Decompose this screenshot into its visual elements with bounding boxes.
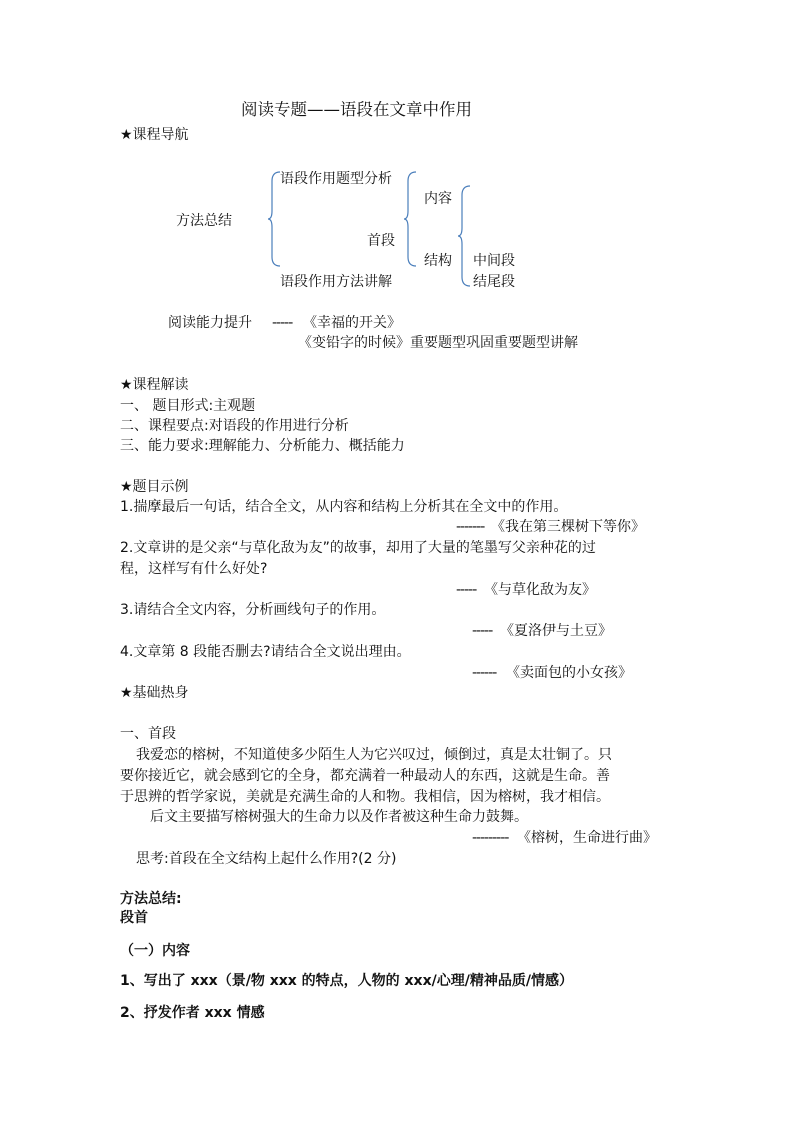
- improve-dash: -----: [272, 315, 293, 331]
- passage-line-3: 于思辨的哲学家说，美就是充满生命的人和物。我相信，因为榕树，我才相信。: [120, 789, 610, 805]
- improve-label: 阅读能力提升: [168, 315, 252, 331]
- passage-line-4: 后文主要描写榕树强大的生命力以及作者被这种生命力鼓舞。: [150, 809, 528, 825]
- nav-heading: ★课程导航: [120, 127, 189, 143]
- left-brace: [268, 171, 282, 267]
- warmup-subheading: 一、首段: [120, 726, 176, 742]
- summary-item-1: 1、写出了 xxx（景/物 xxx 的特点，人物的 xxx/心理/精神品质/情感）: [120, 973, 573, 989]
- source-4-title: 《卖面包的小女孩》: [506, 665, 632, 681]
- passage-source-dash: ---------: [472, 830, 509, 846]
- nav-first-para: 首段: [367, 233, 395, 249]
- thinking-question: 思考:首段在全文结构上起什么作用?(2 分): [136, 851, 397, 867]
- source-2-dash: -----: [456, 582, 477, 598]
- question-3: 3.请结合全文内容，分析画线句子的作用。: [120, 602, 386, 618]
- nav-method-summary: 方法总结: [176, 213, 232, 229]
- summary-item-2: 2、抒发作者 xxx 情感: [120, 1005, 265, 1021]
- source-1-dash: -------: [456, 519, 485, 535]
- warmup-heading: ★基础热身: [120, 685, 189, 701]
- reading-heading: ★课程解读: [120, 377, 189, 393]
- improve-text-1: 《幸福的开关》: [303, 315, 401, 331]
- improve-text-2: 《变铅字的时候》重要题型巩固重要题型讲解: [298, 335, 578, 351]
- reading-item-1: 一、 题目形式:主观题: [120, 398, 256, 414]
- reading-item-3: 三、能力要求:理解能力、分析能力、概括能力: [120, 438, 405, 454]
- question-2-line-2: 程，这样写有什么好处?: [120, 561, 268, 577]
- nav-middle-para: 中间段: [473, 253, 515, 269]
- reading-item-2: 二、课程要点:对语段的作用进行分析: [120, 418, 349, 434]
- passage-line-2: 要你接近它，就会感到它的全身，都充满着一种最动人的东西，这就是生命。善: [120, 768, 610, 784]
- nav-content: 内容: [424, 191, 452, 207]
- right-brace: [458, 185, 472, 287]
- passage-source-title: 《榕树，生命进行曲》: [517, 830, 657, 846]
- page-title: 阅读专题——语段在文章中作用: [241, 100, 472, 119]
- nav-explain: 语段作用方法讲解: [280, 274, 392, 290]
- source-1-title: 《我在第三棵树下等你》: [491, 519, 645, 535]
- source-3-title: 《夏洛伊与土豆》: [500, 623, 612, 639]
- content-heading: （一）内容: [120, 943, 190, 959]
- passage-line-1: 我爱恋的榕树，不知道使多少陌生人为它兴叹过，倾倒过，真是太壮铜了。只: [136, 747, 612, 763]
- question-4: 4.文章第 8 段能否删去?请结合全文说出理由。: [120, 644, 411, 660]
- nav-analysis: 语段作用题型分析: [280, 171, 392, 187]
- source-3-dash: -----: [472, 623, 493, 639]
- nav-end-para: 结尾段: [473, 274, 515, 290]
- question-1: 1.揣摩最后一句话，结合全文，从内容和结构上分析其在全文中的作用。: [120, 499, 568, 515]
- examples-heading: ★题目示例: [120, 479, 189, 495]
- question-2-line-1: 2.文章讲的是父亲“与草化敌为友”的故事，却用了大量的笔墨写父亲种花的过: [120, 540, 596, 556]
- source-2-title: 《与草化敌为友》: [484, 582, 596, 598]
- first-para-heading: 段首: [120, 910, 148, 926]
- nav-structure: 结构: [424, 253, 452, 269]
- source-4-dash: ------: [472, 665, 497, 681]
- middle-brace: [404, 171, 418, 267]
- method-summary-heading: 方法总结:: [120, 891, 182, 907]
